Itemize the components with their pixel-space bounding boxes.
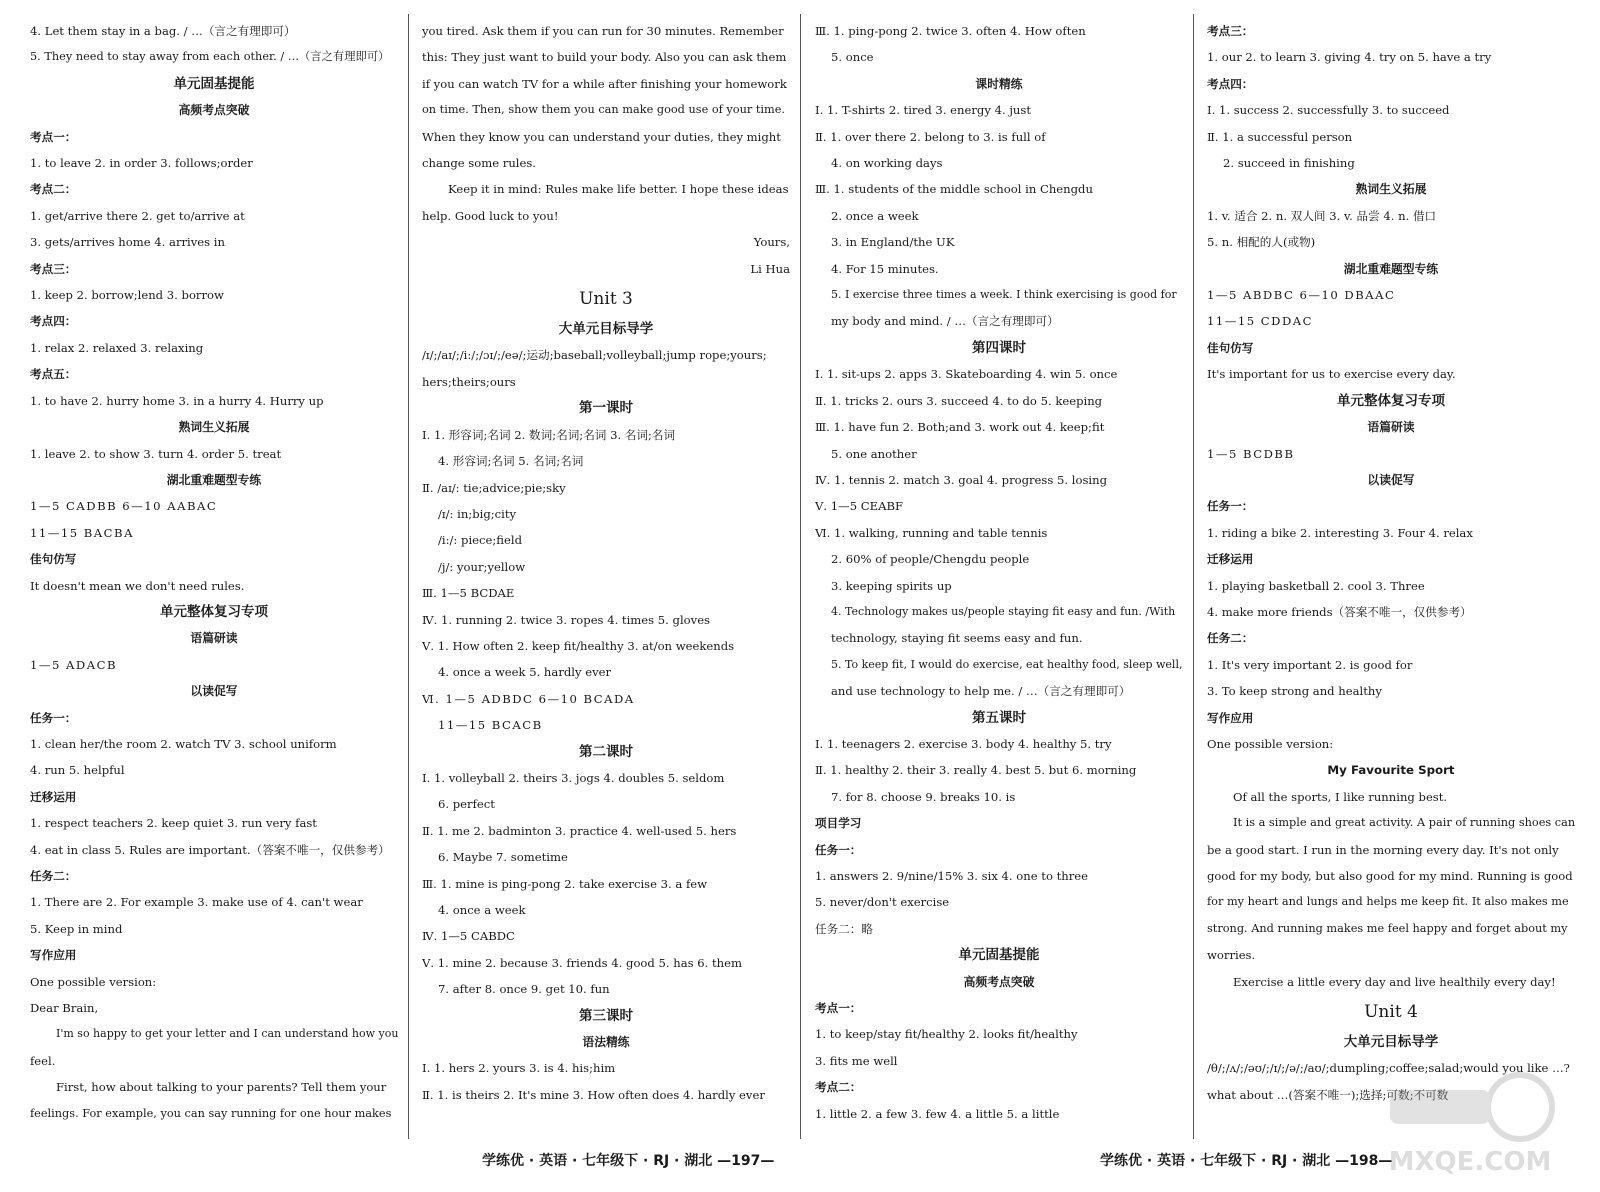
answer-line: /ɪ/;/aɪ/;/i:/;/ɔɪ/;/eə/;运动;baseball;volleyball;jump rope;yours; [422, 348, 767, 363]
watermark-logo [1370, 1062, 1570, 1182]
answer-line: One possible version: [1207, 736, 1334, 751]
subsection-heading: 课时精练 [975, 76, 1023, 91]
answer-line: Ⅲ. 1. have fun 2. Both;and 3. work out 4. keep;fit [815, 420, 1105, 435]
item-label: 任务一： [30, 710, 77, 725]
answer-line: 1. clean her/the room 2. watch TV 3. school uniform [30, 736, 337, 751]
item-label: 考点一： [815, 1001, 862, 1016]
answer-line: Ⅰ. 1. success 2. successfully 3. to succeed [1207, 103, 1450, 118]
answer-line: It doesn't mean we don't need rules. [30, 578, 245, 593]
essay-line: on time. Then, show them you can make good use of your time. [422, 103, 786, 117]
item-label: 考点三： [1207, 24, 1254, 38]
answer-key-line: 1—5 ADACB [30, 657, 117, 672]
section-heading: 第一课时 [579, 400, 633, 417]
answer-key-line: 11—15 BACBA [30, 525, 134, 540]
answer-line: One possible version: [30, 974, 157, 989]
column-divider [800, 14, 801, 1139]
answer-line: 4. make more friends（答案不唯一，仅供参考） [1207, 604, 1472, 619]
item-label: 考点五： [30, 367, 77, 382]
answer-line: 1. keep 2. borrow;lend 3. borrow [30, 288, 224, 303]
answer-line: hers;theirs;ours [422, 374, 516, 389]
answer-line: 5. one another [831, 446, 917, 461]
footer-right: 学练优 · 英语 · 七年级下 · RJ · 湖北 —198— [1100, 1153, 1393, 1169]
answer-line: Ⅱ. 1. tricks 2. ours 3. succeed 4. to do 5. keeping [815, 393, 1103, 408]
answer-line: 3. keeping spirits up [831, 578, 952, 593]
subsection-heading: 高频考点突破 [178, 103, 250, 118]
section-heading: 第二课时 [579, 743, 633, 760]
answer-line: Ⅲ. 1. students of the middle school in Chengdu [815, 182, 1093, 197]
answer-line: 1. playing basketball 2. cool 3. Three [1207, 578, 1425, 593]
section-heading: 第三课时 [579, 1007, 633, 1024]
letter-signoff: Li Hua [750, 261, 790, 276]
answer-line: 6. perfect [438, 797, 495, 812]
essay-line: this: They just want to build your body. Also you can ask them [422, 50, 787, 65]
item-label: 考点四： [30, 314, 77, 329]
answer-line: Ⅱ. 1. over there 2. belong to 3. is full of [815, 129, 1046, 144]
subsection-heading: 高频考点突破 [963, 974, 1035, 989]
answer-line: 1. little 2. a few 3. few 4. a little 5. a little [815, 1106, 1060, 1121]
answer-line: 1. to have 2. hurry home 3. in a hurry 4. Hurry up [30, 393, 324, 408]
answer-line: 1. to leave 2. in order 3. follows;order [30, 156, 253, 171]
watermark-text: MXQE.COM [1388, 1147, 1552, 1177]
answer-line: Ⅰ. 1. sit-ups 2. apps 3. Skateboarding 4. win 5. once [815, 367, 1118, 382]
item-label: 写作应用 [30, 948, 77, 963]
unit-title: Unit 4 [1364, 1002, 1418, 1023]
answer-line: Ⅴ. 1—5 CEABF [815, 499, 904, 514]
answer-line: /ɪ/: in;big;city [438, 506, 517, 521]
answer-line: Ⅱ. 1. a successful person [1207, 129, 1353, 144]
answer-line: 4. once a week [438, 903, 526, 917]
answer-line: Ⅴ. 1. How often 2. keep fit/healthy 3. at/on weekends [422, 638, 735, 653]
answer-line: 5. never/don't exercise [815, 895, 950, 910]
answer-line: Ⅳ. 1. running 2. twice 3. ropes 4. times 5. gloves [422, 612, 711, 627]
answer-line: Ⅲ. 1. ping-pong 2. twice 3. often 4. How often [815, 24, 1086, 38]
answer-line: 3. gets/arrives home 4. arrives in [30, 235, 225, 250]
answer-line: /j/: your;yellow [438, 559, 526, 574]
answer-line: what about …(答案不唯一);选择;可数;不可数 [1207, 1087, 1449, 1102]
answer-line: It's important for us to exercise every day. [1207, 367, 1456, 382]
essay-line: feelings. For example, you can say running for one hour makes [30, 1106, 392, 1120]
answer-key-line: Ⅵ. 1—5 ADBDC 6—10 BCADA [422, 691, 635, 706]
subsection-heading: 以读促写 [190, 684, 238, 699]
answer-line: 3. in England/the UK [831, 235, 955, 250]
answer-line: Ⅵ. 1. walking, running and table tennis [815, 525, 1048, 540]
item-label: 任务一： [1207, 499, 1254, 514]
item-label: 任务二： [30, 869, 77, 883]
answer-line: Ⅳ. 1. tennis 2. match 3. goal 4. progress 5. losing [815, 472, 1107, 487]
answer-line: Ⅲ. 1. mine is ping-pong 2. take exercise 3. a few [422, 876, 708, 891]
answer-line: Ⅱ. /aɪ/: tie;advice;pie;sky [422, 480, 566, 495]
answer-line: 1. our 2. to learn 3. giving 4. try on 5. have a try [1207, 50, 1492, 65]
section-heading: 单元固基提能 [958, 947, 1040, 964]
answer-line: 5. Keep in mind [30, 921, 123, 936]
unit-title: Unit 3 [579, 289, 633, 310]
essay-line: be a good start. I run in the morning every day. It's not only [1207, 842, 1559, 857]
answer-line: technology, staying fit seems easy and fun. [831, 631, 1083, 646]
section-heading: 单元整体复习专项 [1337, 392, 1445, 409]
answer-line: 7. after 8. once 9. get 10. fun [438, 982, 610, 997]
answer-line: worries. [1207, 948, 1256, 963]
answer-key-line: 1—5 CADBB 6—10 AABAC [30, 499, 218, 514]
answer-line: help. Good luck to you! [422, 208, 559, 223]
answer-line: 4. eat in class 5. Rules are important.（答案不唯一，仅供参考） [30, 842, 390, 857]
item-label: 佳句仿写 [1207, 340, 1254, 355]
item-label: 考点四： [1207, 76, 1254, 91]
subsection-heading: 语法精练 [582, 1035, 630, 1050]
answer-line: 1. get/arrive there 2. get to/arrive at [30, 208, 245, 223]
essay-line: good for my body, but also good for my mind. Running is good [1207, 869, 1573, 883]
item-label: 项目学习 [815, 816, 862, 831]
answer-line: 4. For 15 minutes. [831, 261, 939, 276]
section-heading: 单元固基提能 [173, 75, 255, 92]
section-heading: 大单元目标导学 [1343, 1034, 1439, 1051]
answer-line: Ⅰ. 1. T-shirts 2. tired 3. energy 4. just [815, 103, 1031, 118]
essay-line: Keep it in mind: Rules make life better. I hope these ideas [448, 182, 789, 197]
subsection-heading: 语篇研读 [1367, 420, 1415, 435]
essay-line: if you can watch TV for a while after finishing your homework [422, 76, 787, 91]
answer-line: 1. There are 2. For example 3. make use of 4. can't wear [30, 895, 363, 910]
answer-line: Ⅱ. 1. me 2. badminton 3. practice 4. well-used 5. hers [422, 823, 737, 838]
item-label: 考点一： [30, 129, 77, 144]
subsection-heading: 熟词生义拓展 [1355, 182, 1427, 197]
answer-line: 5. They need to stay away from each other. / …（言之有理即可） [30, 50, 390, 64]
subsection-heading: 湖北重难题型专练 [1343, 261, 1439, 276]
answer-key-line: 11—15 CDDAC [1207, 314, 1313, 329]
answer-line: 5. n. 相配的人(或物) [1207, 235, 1316, 250]
letter-signoff: Yours, [753, 235, 790, 250]
section-heading: 第四课时 [972, 339, 1026, 356]
answer-line: 1. riding a bike 2. interesting 3. Four 4. relax [1207, 525, 1473, 540]
column-2 [422, 18, 790, 1138]
essay-line: First, how about talking to your parents? Tell them your [56, 1080, 387, 1095]
answer-key-line: 11—15 BCACB [438, 718, 543, 733]
answer-key-line: 1—5 BCDBB [1207, 446, 1295, 461]
essay-line: It is a simple and great activity. A pair of running shoes can [1233, 816, 1575, 830]
answer-line: 4. run 5. helpful [30, 763, 125, 778]
answer-line: 3. fits me well [815, 1053, 898, 1068]
subsection-heading: 以读促写 [1367, 472, 1415, 487]
answer-key-line: 1—5 ABDBC 6—10 DBAAC [1207, 288, 1396, 303]
answer-line: change some rules. [422, 156, 536, 171]
column-4 [1207, 18, 1575, 1138]
answer-line: feel. [30, 1053, 56, 1068]
subsection-heading: 语篇研读 [190, 631, 238, 646]
answer-line: Ⅰ. 1. 形容词;名词 2. 数词;名词;名词 3. 名词;名词 [422, 427, 676, 442]
answer-line: 4. Technology makes us/people staying fit easy and fun. /With [831, 604, 1176, 618]
item-label: 迁移运用 [30, 789, 77, 804]
answer-line: 1. leave 2. to show 3. turn 4. order 5. treat [30, 446, 282, 461]
item-label: 考点三： [30, 261, 77, 276]
item-label: 佳句仿写 [30, 552, 77, 567]
essay-title: My Favourite Sport [1327, 763, 1455, 778]
answer-line: 2. succeed in finishing [1223, 156, 1355, 171]
column-divider [408, 14, 409, 1139]
answer-line: 任务二：略 [815, 921, 873, 936]
item-label: 考点二： [30, 182, 77, 197]
subsection-heading: 熟词生义拓展 [178, 420, 250, 435]
answer-line: and use technology to help me. / …（言之有理即可） [831, 684, 1131, 699]
answer-line: 4. on working days [831, 156, 943, 171]
answer-line: 4. 形容词;名词 5. 名词;名词 [438, 454, 584, 469]
answer-line: 1. v. 适合 2. n. 双人间 3. v. 品尝 4. n. 借口 [1207, 208, 1437, 223]
answer-line: Dear Brain, [30, 1001, 99, 1016]
answer-line: 5. once [831, 50, 874, 65]
essay-line: for my heart and lungs and helps me keep fit. It also makes me [1207, 895, 1569, 909]
answer-line: 7. for 8. choose 9. breaks 10. is [831, 789, 1016, 804]
answer-line: Ⅳ. 1—5 CABDC [422, 929, 515, 944]
answer-line: 1. answers 2. 9/nine/15% 3. six 4. one to three [815, 869, 1089, 883]
answer-line: 3. To keep strong and healthy [1207, 684, 1382, 699]
answer-line: 6. Maybe 7. sometime [438, 850, 568, 865]
answer-line: Ⅰ. 1. volleyball 2. theirs 3. jogs 4. doubles 5. seldom [422, 770, 725, 785]
answer-line: 1. It's very important 2. is good for [1207, 657, 1413, 672]
answer-line: 2. 60% of people/Chengdu people [831, 552, 1030, 567]
answer-line: 5. I exercise three times a week. I think exercising is good for [831, 288, 1177, 302]
subsection-heading: 湖北重难题型专练 [166, 472, 262, 487]
answer-line: Ⅴ. 1. mine 2. because 3. friends 4. good 5. has 6. them [422, 955, 742, 970]
answer-line: 4. Let them stay in a bag. / …（言之有理即可） [30, 24, 296, 38]
answer-line: 1. to keep/stay fit/healthy 2. looks fit/healthy [815, 1027, 1078, 1042]
essay-line: I'm so happy to get your letter and I can understand how you [56, 1027, 398, 1041]
section-heading: 第五课时 [972, 709, 1026, 726]
answer-line: 2. once a week [831, 208, 919, 223]
item-label: 任务二： [1207, 631, 1254, 646]
essay-line: When they know you can understand your duties, they might [422, 129, 781, 144]
answer-line: Ⅰ. 1. teenagers 2. exercise 3. body 4. healthy 5. try [815, 736, 1112, 751]
answer-line: Ⅱ. 1. is theirs 2. It's mine 3. How often does 4. hardly ever [422, 1087, 765, 1102]
footer-left: 学练优 · 英语 · 七年级下 · RJ · 湖北 —197— [482, 1153, 775, 1169]
answer-line: my body and mind. / …（言之有理即可） [831, 314, 1059, 329]
column-1 [30, 18, 398, 1138]
essay-line: strong. And running makes me feel happy and forget about my [1207, 921, 1568, 935]
section-heading: 单元整体复习专项 [160, 603, 268, 620]
answer-line: /i:/: piece;field [438, 533, 522, 548]
essay-line: Exercise a little every day and live healthily every day! [1233, 974, 1556, 989]
answer-line: 1. respect teachers 2. keep quiet 3. run very fast [30, 816, 317, 831]
section-heading: 大单元目标导学 [558, 321, 654, 338]
answer-line: 4. once a week 5. hardly ever [438, 665, 612, 680]
item-label: 迁移运用 [1207, 552, 1254, 567]
answer-line: 1. relax 2. relaxed 3. relaxing [30, 340, 204, 355]
column-3 [815, 18, 1183, 1138]
answer-line: 5. To keep fit, I would do exercise, eat healthy food, sleep well, [831, 657, 1183, 671]
answer-line: Ⅱ. 1. healthy 2. their 3. really 4. best 5. but 6. morning [815, 763, 1137, 778]
item-label: 写作应用 [1207, 710, 1254, 725]
item-label: 考点二： [815, 1080, 862, 1095]
essay-line: you tired. Ask them if you can run for 30 minutes. Remember [422, 24, 784, 38]
column-divider [1193, 14, 1194, 1139]
answer-line: Ⅲ. 1—5 BCDAE [422, 586, 515, 601]
item-label: 任务一： [815, 842, 862, 857]
answer-line: Ⅰ. 1. hers 2. yours 3. is 4. his;him [422, 1061, 616, 1076]
answer-line: /θ/;/ʌ/;/əʊ/;/ɪ/;/ə/;/aʊ/;dumpling;coffee;salad;would you like …? [1207, 1061, 1570, 1076]
essay-line: Of all the sports, I like running best. [1233, 789, 1448, 804]
